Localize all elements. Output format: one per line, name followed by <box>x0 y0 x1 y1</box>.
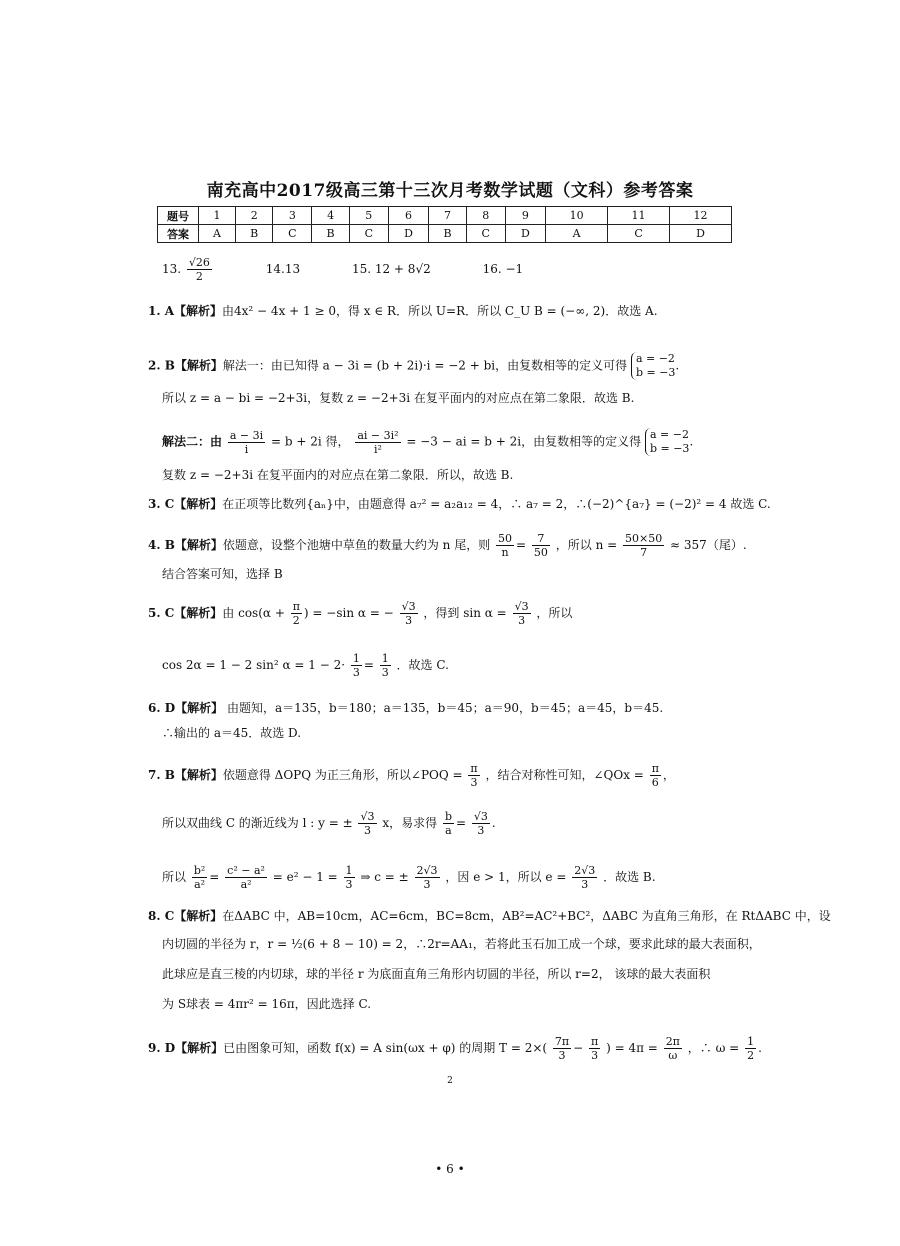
table-row-answers <box>158 225 732 243</box>
table-cell: A <box>546 225 608 243</box>
table-cell: C <box>273 225 312 243</box>
table-cell: B <box>235 225 273 243</box>
solution-8-line-2: 内切圆的半径为 r，r = ½(6 + 8 − 10) = 2，∴2r=AA₁，若将此玉石加工成一个球，要求此球的最大表面积， <box>162 937 761 951</box>
solution-2: 2. B【解析】解法一：由已知得 a − 3i = (b + 2i)·i = −2 + bi，由复数相等的定义可得 a = −2 b = −3. <box>148 352 680 379</box>
solution-9: 9. D【解析】已由图象可知，函数 f(x) = A sin(ωx + φ) 的周期 T = 2×( $\frac{7\pi}{3}$ − $\frac{\pi}{3}$ ) = 4π = $\frac{2\pi}{\omega}$ ，∴ ω = $\frac{1}{2}$ . <box>148 1035 762 1062</box>
solution-1: 1. A【解析】由4x² − 4x + 1 ≥ 0，得 x ∈ R．所以 U=R．所以 C_U B = (−∞, 2)．故选 A. <box>148 304 658 318</box>
table-cell: 9 <box>505 207 546 225</box>
solution-5: 5. C【解析】由 cos(α + $\frac{\pi}{2}$ ) = −sin α = − $\frac{√3}{3}$ ，得到 sin α = $\frac{√3}{3}$ ，所以 <box>148 600 573 627</box>
table-cell: 2 <box>235 207 273 225</box>
table-cell: 10 <box>546 207 608 225</box>
row-label-numbers: 题号 <box>158 207 199 225</box>
q16-answer: 16. −1 <box>482 262 524 276</box>
solution-4: 4. B【解析】依题意，设整个池塘中草鱼的数量大约为 n 尾，则 $\frac{50}{n}$ = $\frac{7}{50}$ ，所以 n = $\frac{50\times 50}{7}$ ≈ 357（尾）. <box>148 532 747 559</box>
equation-system: a = −2 b = −3 <box>631 352 675 380</box>
table-cell: 3 <box>273 207 312 225</box>
q13-fraction: $\frac{√26}{2}$ <box>188 256 210 283</box>
solution-7: 7. B【解析】依题意得 ΔOPQ 为正三角形，所以∠POQ = $\frac{\pi}{3}$ ，结合对称性可知，∠QOx = $\frac{\pi}{6}$ ， <box>148 762 675 789</box>
solution-8-line-4: 为 S球表 = 4πr² = 16π，因此选择 C. <box>162 997 372 1011</box>
fill-in-answers <box>162 256 523 283</box>
table-cell: D <box>505 225 546 243</box>
small-mark: 2 <box>447 1076 453 1086</box>
answer-table <box>157 206 732 243</box>
solution-7-line-3: 所以 $\frac{\text{b²}}{\text{a²}}$ = $\frac{\text{c² − a²}}{\text{a²}}$ = e² − 1 = $\frac{1}{3}$ ⇒ c = ± $\frac{2√3}{3}$ ，因 e > 1，所以 e = $\frac{2√3}{3}$ ．故选 B. <box>162 864 656 891</box>
table-cell: 4 <box>312 207 350 225</box>
solution-3: 3. C【解析】在正项等比数列{aₙ}中，由题意得 a₇² = a₂a₁₂ = 4，∴ a₇ = 2，∴(−2)^{a₇} = (−2)² = 4 故选 C. <box>148 497 771 511</box>
q15-answer: 15. 12 + 8√2 <box>351 262 431 276</box>
table-cell: A <box>199 225 236 243</box>
table-cell: D <box>669 225 731 243</box>
solution-2-line-4: 复数 z = −2+3i 在复平面内的对应点在第二象限．所以，故选 B. <box>162 468 514 482</box>
solution-7-line-2: 所以双曲线 C 的渐近线为 l : y = ± $\frac{√3}{3}$ x，易求得 $\frac{b}{a}$ = $\frac{√3}{3}$ . <box>162 810 496 837</box>
table-cell: 6 <box>388 207 429 225</box>
row-label-answers: 答案 <box>158 225 199 243</box>
table-cell: 12 <box>669 207 731 225</box>
q13-label: 13. <box>162 262 182 276</box>
table-cell: 5 <box>349 207 388 225</box>
table-cell: C <box>349 225 388 243</box>
table-cell: 1 <box>199 207 236 225</box>
solution-4-line-2: 结合答案可知，选择 B <box>162 567 283 581</box>
table-cell: B <box>429 225 467 243</box>
solution-6-line-2: ∴输出的 a＝45．故选 D. <box>162 726 302 740</box>
table-cell: 11 <box>608 207 670 225</box>
solution-5-line-2: cos 2α = 1 − 2 sin² α = 1 − 2· $\frac{1}{3}$ = $\frac{1}{3}$ ．故选 C. <box>162 652 449 679</box>
table-cell: D <box>388 225 429 243</box>
page-number: • 6 • <box>435 1162 465 1176</box>
solution-2-method-2: 解法二：由 $\frac{a - 3i}{i}$ = b + 2i 得， $\frac{\text{ai − 3i²}}{\text{i²}}$ = −3 − ai = b + 2i，由复数相等的定义得 a = −2 b = −3. <box>162 428 694 456</box>
table-row-numbers <box>158 207 732 225</box>
q14-answer: 14.13 <box>265 262 301 276</box>
solution-8-line-3: 此球应是直三棱的内切球，球的半径 r 为底面直角三角形内切圆的半径，所以 r=2， 该球的最大表面积 <box>162 967 711 981</box>
page-title: 南充高中2017级高三第十三次月考数学试题（文科）参考答案 <box>206 181 694 201</box>
solution-8: 8. C【解析】在ΔABC 中，AB=10cm，AC=6cm，BC=8cm，AB²=AC²+BC²，ΔABC 为直角三角形，在 RtΔABC 中，设 <box>148 909 831 923</box>
table-cell: B <box>312 225 350 243</box>
solution-6: 6. D【解析】 由题知，a＝135，b＝180；a＝135，b＝45；a＝90，b＝45；a＝45，b＝45. <box>148 701 664 715</box>
table-cell: 7 <box>429 207 467 225</box>
table-cell: C <box>608 225 670 243</box>
solution-2-line-2: 所以 z = a − bi = −2+3i，复数 z = −2+3i 在复平面内的对应点在第二象限．故选 B. <box>162 391 635 405</box>
table-cell: 8 <box>466 207 505 225</box>
table-cell: C <box>466 225 505 243</box>
